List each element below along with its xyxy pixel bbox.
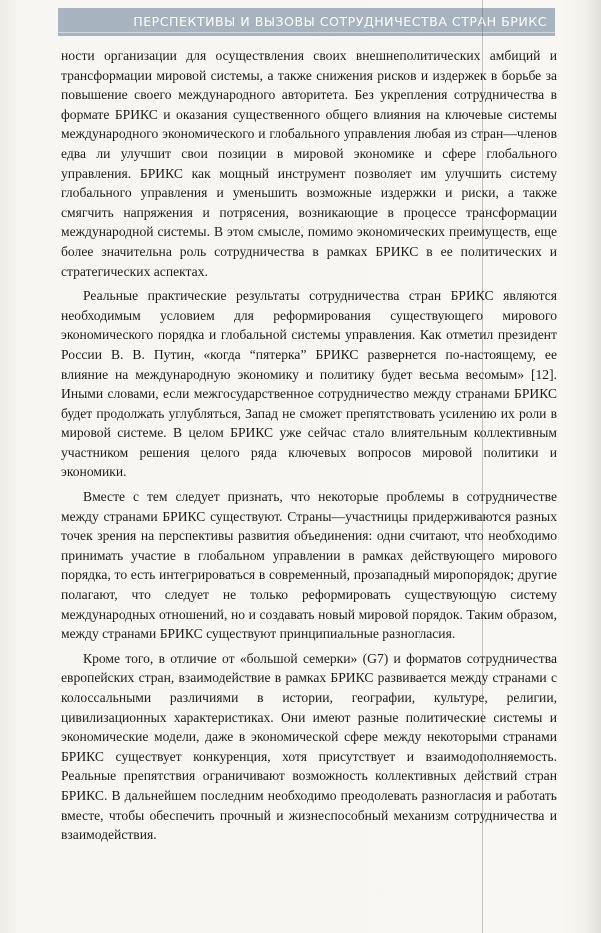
paragraph-3: Вместе с тем следует признать, что некоторые проблемы в сотрудничестве между странами БРИКС существуют. Страны—участницы придерживаются разных точек зрения на перспективы развития объединения: одни считают, что необходимо принимать участие в глобальном управлении в рамках действующего мирового порядка, то есть интегрироваться в современный, прозападный миропорядок; другие полагают, что следует не только реформировать существующую систему международных отношений, но и создавать новый мировой порядок. Таким образом, между странами БРИКС существуют принципиальные разногласия.	[61, 489, 557, 642]
page-edge-shadow	[583, 0, 601, 933]
running-head: ПЕРСПЕКТИВЫ И ВЫЗОВЫ СОТРУДНИЧЕСТВА СТРАН БРИКС	[133, 14, 547, 29]
page-fold-line	[482, 0, 483, 933]
running-head-band	[58, 8, 555, 36]
paragraph-2: Реальные практические результаты сотрудничества стран БРИКС являются необходимым условием для реформирования существующего мирового экономического порядка и глобальной системы управления. Как отметил президент России В. В. Путин, «когда “пятерка” БРИКС развернется по-настоящему, ее влияние на международную экономику и политику будет весьма весомым» [12]. Иными словами, если межгосударственное сотрудничество между странами БРИКС будет продолжать углубляться, Запад не сможет препятствовать усилению их роли в мировой системе. В целом БРИКС уже сейчас стало влиятельным коллективным участником решения целого ряда ключевых вопросов мировой политики и экономики.	[61, 288, 557, 480]
paragraph-4: Кроме того, в отличие от «большой семерки» (G7) и форматов сотрудничества европейских стран, взаимодействие в рамках БРИКС развивается между странами с колоссальными различиями в истории, географии, культуре, религии, цивилизационных характеристиках. Они имеют разные политические системы и экономические модели, даже в экономической сфере между некоторыми странами БРИКС существует конкуренция, хотя присутствует и взаимодополняемость. Реальные препятствия ограничивают возможность коллективных действий стран БРИКС. В дальнейшем последним необходимо преодолевать разногласия и работать вместе, чтобы обеспечить прочный и жизнеспособный механизм сотрудничества и взаимодействия.	[61, 650, 557, 843]
paragraph-1: ности организации для осуществления своих внешнеполитических амбиций и трансформации мировой системы, а также снижения рисков и издержек в борьбе за повышение своего международного авторитета. Без укрепления сотрудничества в формате БРИКС и оказания существенного общего влияния на ключевые системы международного экономического и глобального управления любая из стран—членов едва ли улучшит свои позиции в мировой экономике и сфере глобального управления. БРИКС как мощный инструмент позволяет им улучшить систему глобального управления и уменьшить возможные издержки и риски, а также смягчить напряжения и потрясения, возникающие в процессе трансформации международной системы. В этом смысле, помимо экономических преимуществ, еще более значительна роль сотрудничества в рамках БРИКС в ее политических и стратегических аспектах.	[61, 48, 557, 279]
